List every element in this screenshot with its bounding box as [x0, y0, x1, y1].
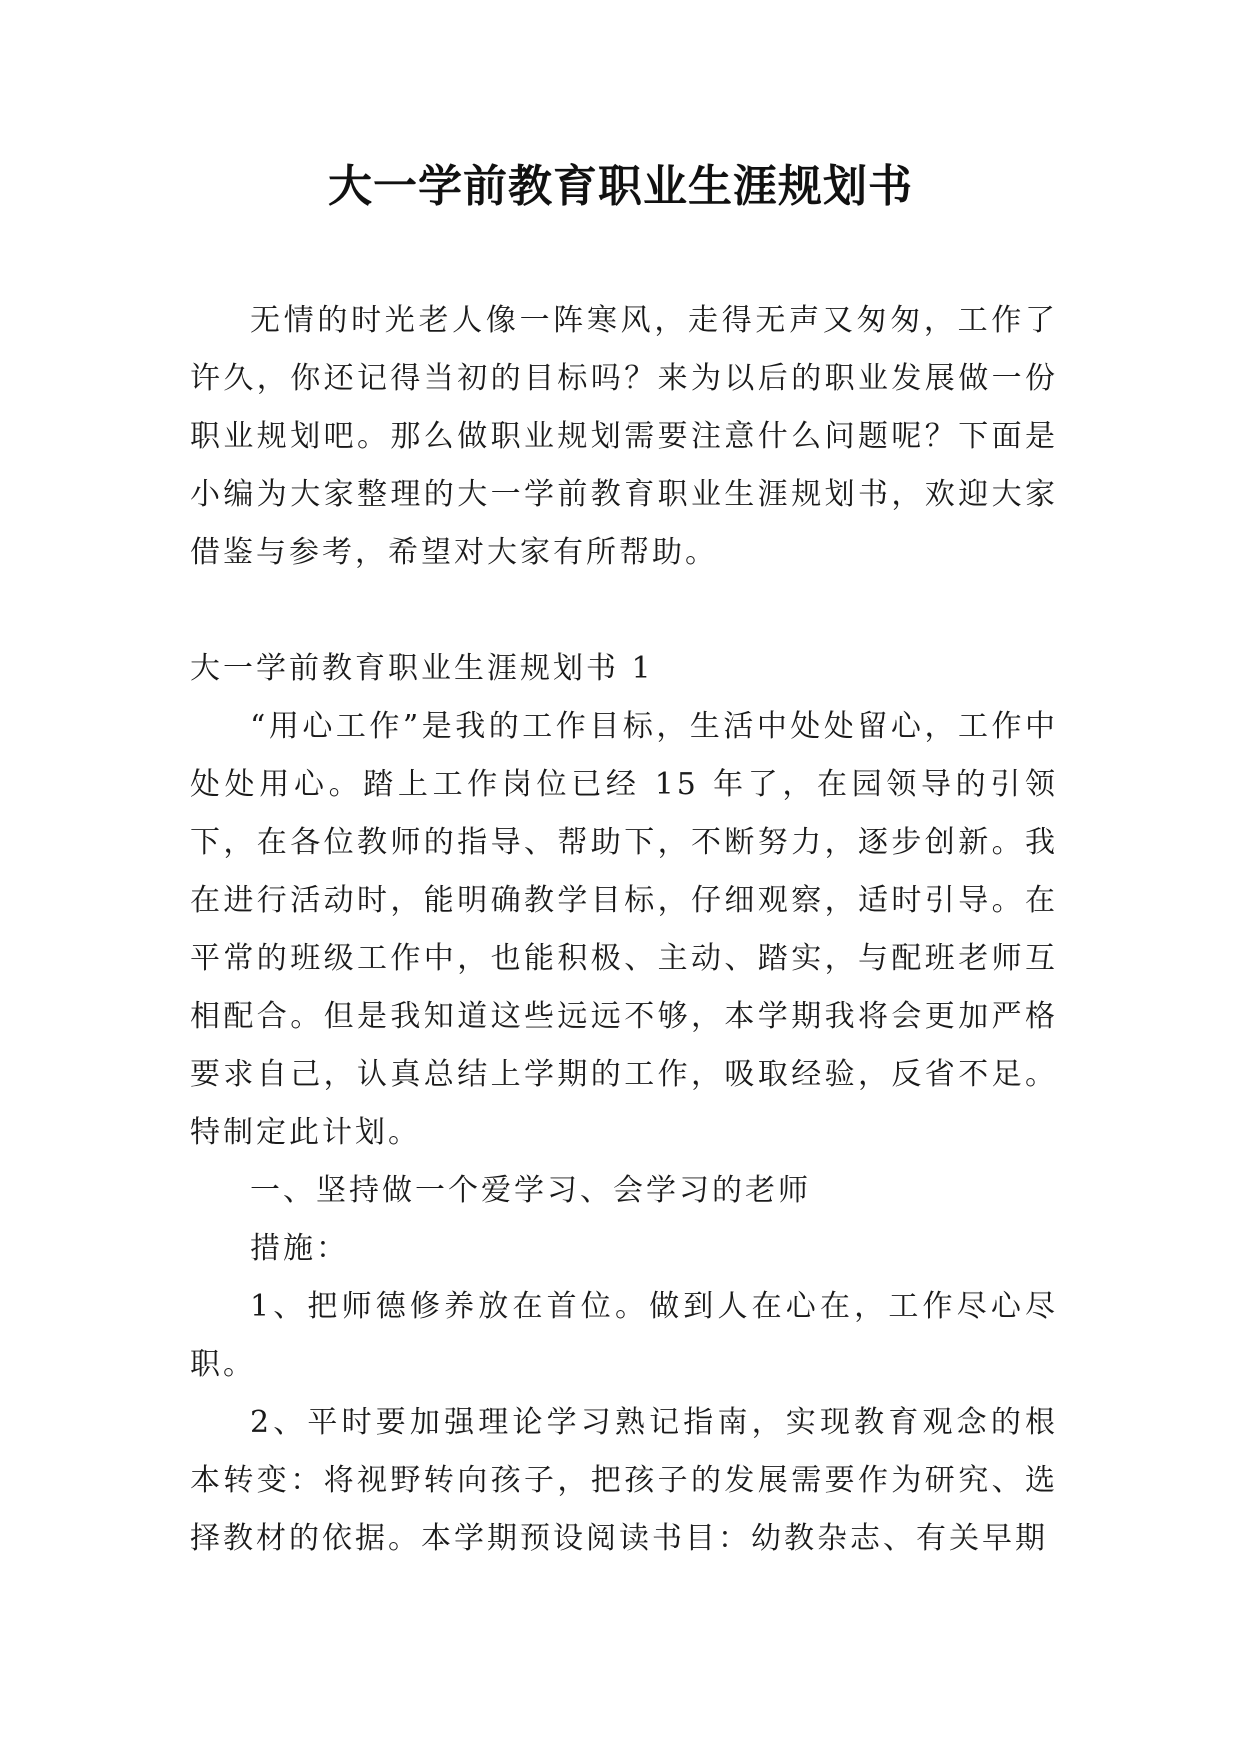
section-paragraph: “用心工作”是我的工作目标，生活中处处留心，工作中处处用心。踏上工作岗位已经 15 年了，在园领导的引领下，在各位教师的指导、帮助下，不断努力，逐步创新。我在进行活动时，能明确教学目标，仔细观察，适时引导。在平常的班级工作中，也能积极、主动、踏实，与配班老师互相配合。但是我知道这些远远不够，本学期我将会更加严格要求自己，认真总结上学期的工作，吸取经验，反省不足。特制定此计划。 [190, 709, 1058, 1150]
intro-paragraph: 无情的时光老人像一阵寒风，走得无声又匆匆，工作了许久，你还记得当初的目标吗？来为以后的职业发展做一份职业规划吧。那么做职业规划需要注意什么问题呢？下面是小编为大家整理的大一学前教育职业生涯规划书，欢迎大家借鉴与参考，希望对大家有所帮助。 [190, 303, 1058, 570]
document-body [190, 292, 1058, 1568]
document-title: 大一学前教育职业生涯规划书 [328, 161, 913, 212]
list-item: 1、把师德修养放在首位。做到人在心在，工作尽心尽职。 [190, 1289, 1058, 1382]
measures-label: 措施： [250, 1231, 349, 1266]
point-heading: 一、坚持做一个爱学习、会学习的老师 [250, 1173, 811, 1208]
list-item: 2、平时要加强理论学习熟记指南，实现教育观念的根本转变：将视野转向孩子，把孩子的发展需要作为研究、选择教材的依据。本学期预设阅读书目：幼教杂志、有关早期 [190, 1405, 1058, 1556]
section-heading: 大一学前教育职业生涯规划书 1 [190, 651, 654, 686]
